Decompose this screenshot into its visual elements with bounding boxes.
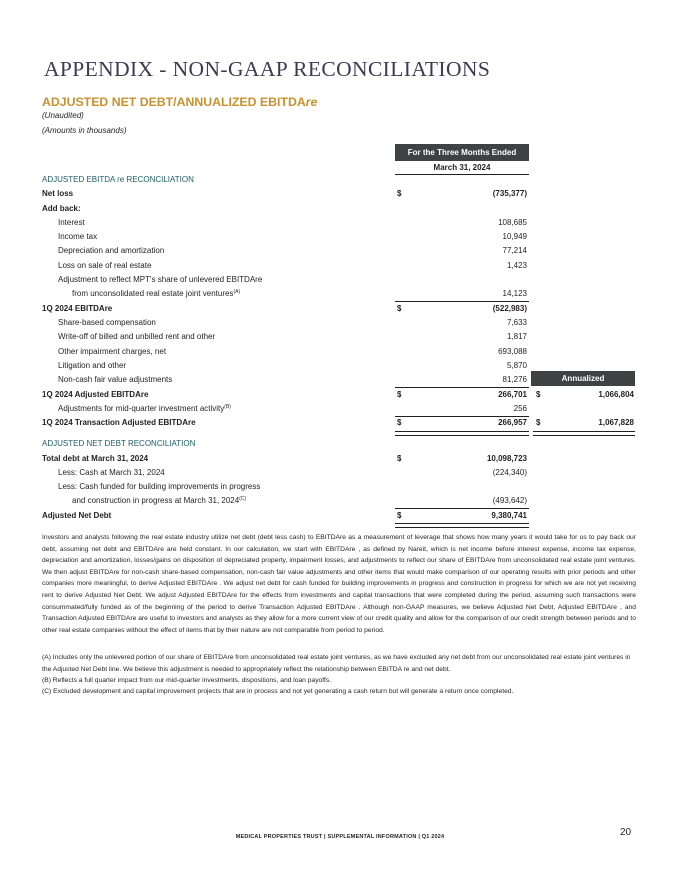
row-currency-annualized: $ [536,418,541,427]
row-value-annualized: 1,066,804 [598,390,634,399]
table-row [42,345,638,359]
table-row [42,416,638,430]
row-label: Less: Cash funded for building improvements in progress [58,482,261,491]
table-row [42,402,638,416]
row-value-annualized: 1,067,828 [598,418,634,427]
column-header-annualized: Annualized [531,371,635,386]
total-double-rule-annualized [533,431,635,436]
table-row [42,480,638,494]
row-currency: $ [397,390,402,399]
row-currency: $ [397,304,402,313]
row-label: Depreciation and amortization [58,246,165,255]
explanatory-paragraph: Investors and analysts following the real estate industry utilize net debt (debt less cash) to EBITDAre as a measurement of leverage that shows how many years it would take for us to pay back our debt, assuming net debt and EBITDAre are held constant. In our calculation, we start with EBITDAre , as defined by Nareit, which is net income before interest expense, income tax expense, depreciation and amortization, losses/gains on disposition of depreciated property, impairment losses, and adjustments to reflect our share of EBITDAre from unconsolidated real estate joint ventures. We then adjust EBITDAre for non-cash share-based compensation, non-cash fair value adjustments and other items that would make comparison of our operating results with prior periods and other companies more meaningful, to derive Adjusted EBITDAre . We adjust net debt for cash funded for building improvements in progress and construction in progress for which we are not yet receiving rent to derive Adjusted Net Debt. We adjust Adjusted EBITDAre for the effects from investments and capital transactions that were completed during the period, assuming such transactions were consummated/fully funded as of the beginning of the period to derive Transaction Adjusted EBITDAre . Although non-GAAP measures, we believe Adjusted Net Debt, Adjusted EBITDAre , and Transaction Adjusted EBITDAre are useful to investors and analysts as they allow for a more current view of our credit quality and allow for the comparison of our credit strength between periods and to other real estate companies without the effect of items that by their nature are not comparable from period to period. [42,534,636,634]
row-value: (522,983) [492,304,527,313]
row-currency: $ [397,418,402,427]
column-header-period: For the Three Months Ended [395,144,529,161]
debt-heading [42,437,638,451]
row-currency: $ [397,189,402,198]
row-label: Interest [58,218,85,227]
footnote-b: (B) Reflects a full quarter impact from our mid-quarter investments, dispositions, and loan payoffs. [42,677,332,684]
section-title [42,95,317,109]
row-label: Less: Cash at March 31, 2024 [58,468,165,477]
ebitda-heading-label: ADJUSTED EBITDA re RECONCILIATION [42,175,194,184]
row-value: 693,088 [498,347,527,356]
total-double-rule [395,523,529,528]
row-value: 14,123 [502,289,527,298]
table-row [42,316,638,330]
row-currency: $ [397,454,402,463]
row-value: 266,701 [498,390,527,399]
row-label: Adjustment to reflect MPT's share of unlevered EBITDAre [58,275,263,284]
row-label-text: from unconsolidated real estate joint ventures [72,289,234,298]
ebitda-heading [42,173,638,187]
row-currency: $ [397,511,402,520]
row-label [72,287,240,301]
table-row [42,373,638,387]
table-row [42,230,638,244]
row-label: Share-based compensation [58,318,156,327]
unaudited-note: (Unaudited) [42,111,84,120]
row-currency-annualized: $ [536,390,541,399]
table-row [42,273,638,287]
row-label: Non-cash fair value adjustments [58,375,173,384]
page-title: APPENDIX - NON-GAAP RECONCILIATIONS [44,57,491,81]
section-title-main: ADJUSTED NET DEBT/ANNUALIZED EBITDA [42,95,306,109]
row-label: Net loss [42,189,74,198]
table-row [42,466,638,480]
row-value: 77,214 [502,246,527,255]
row-value: 9,380,741 [491,511,527,520]
table-row [42,302,638,316]
row-label [58,402,231,416]
table-row [42,187,638,201]
row-label [72,494,246,508]
debt-heading-label: ADJUSTED NET DEBT RECONCILIATION [42,439,196,448]
section-title-suffix: re [305,95,318,109]
table-row [42,509,638,523]
row-value: 10,098,723 [486,454,527,463]
row-label: Loss on sale of real estate [58,261,152,270]
row-value: 7,633 [506,318,527,327]
row-value: 1,423 [506,261,527,270]
row-label: Total debt at March 31, 2024 [42,454,149,463]
row-value: 256 [513,404,527,413]
row-label: Litigation and other [58,361,127,370]
row-label: Income tax [58,232,98,241]
amounts-note: (Amounts in thousands) [42,126,127,135]
table-row [42,287,638,301]
row-value: 266,957 [498,418,527,427]
row-label: Other impairment charges, net [58,347,167,356]
row-value: 108,685 [498,218,527,227]
column-header-date: March 31, 2024 [395,161,529,175]
table-row [42,244,638,258]
table-row [42,259,638,273]
row-label-text: Adjustments for mid-quarter investment activity [58,404,225,413]
total-double-rule [395,431,529,436]
row-value: 10,949 [502,232,527,241]
row-label: Add back: [42,204,81,213]
row-label: 1Q 2024 Transaction Adjusted EBITDAre [42,418,196,427]
table-row [42,494,638,508]
row-value: (735,377) [492,189,527,198]
row-value: (493,642) [492,496,527,505]
row-label: Write-off of billed and unbilled rent and other [58,332,216,341]
row-label: 1Q 2024 EBITDAre [42,304,113,313]
table-row [42,452,638,466]
row-label: Adjusted Net Debt [42,511,112,520]
row-label-text: and construction in progress at March 31, 2024 [72,496,240,505]
row-value: (224,340) [492,468,527,477]
row-label: 1Q 2024 Adjusted EBITDAre [42,390,149,399]
page-footer: MEDICAL PROPERTIES TRUST | SUPPLEMENTAL INFORMATION | Q1 2024 [235,834,445,840]
table-row [42,216,638,230]
table-row [42,330,638,344]
row-value: 5,870 [506,361,527,370]
footnote-ref: (A) [233,289,241,295]
footnote-ref: (B) [224,404,231,410]
table-row [42,359,638,373]
table-row [42,202,638,216]
row-value: 81,276 [502,375,527,384]
page-number: 20 [620,827,632,838]
footnote-a: (A) Includes only the unlevered portion of our share of EBITDAre from unconsolidated real estate joint ventures, as we have excluded any net debt from our unconsolidated real estate joint ventures in the Adjusted Net Debt line. We believe this adjustment is needed to appropriately reflect the relationship between EBITDA re and net debt. [42,654,631,673]
row-value: 1,817 [506,332,527,341]
footnote-ref: (C) [239,496,247,502]
table-row [42,388,638,402]
footnote-c: (C) Excluded development and capital improvement projects that are in process and not yet generating a cash return but will generate a return once completed. [42,688,514,695]
